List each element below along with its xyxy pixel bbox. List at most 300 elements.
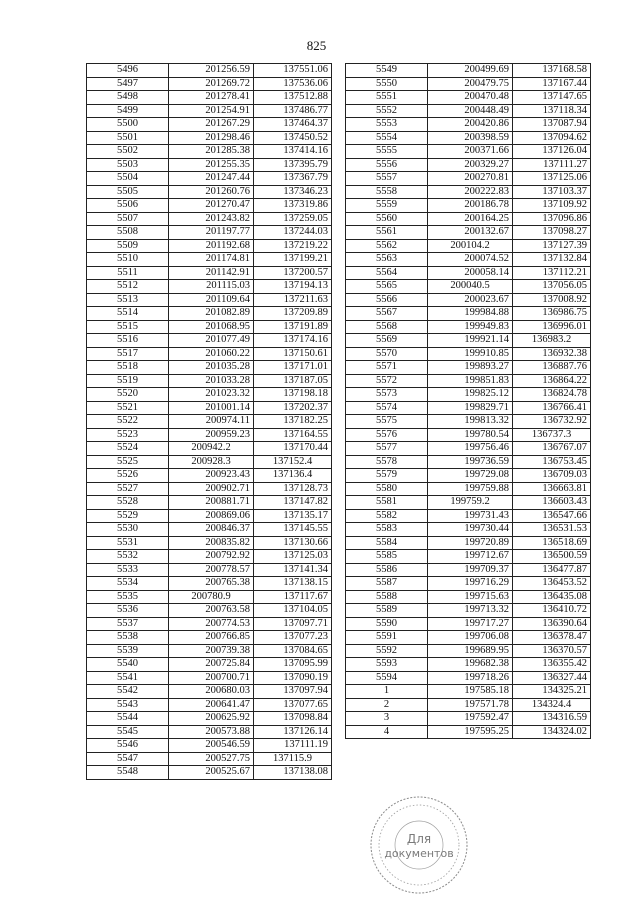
- x-coordinate-cell: 200923.43: [169, 469, 254, 483]
- point-number-cell: 5542: [87, 685, 169, 699]
- point-number-cell: 5519: [87, 374, 169, 388]
- point-number-cell: 5584: [346, 536, 428, 550]
- point-number-cell: 5586: [346, 563, 428, 577]
- point-number-cell: 5557: [346, 172, 428, 186]
- x-coordinate-cell: 200739.38: [169, 644, 254, 658]
- point-number-cell: 5565: [346, 280, 428, 294]
- table-row: [87, 496, 332, 510]
- table-row: [87, 199, 332, 213]
- point-number-cell: 5544: [87, 712, 169, 726]
- table-row: [346, 226, 591, 240]
- y-coordinate-cell: 136996.01: [513, 320, 591, 334]
- y-coordinate-cell: 137112.21: [513, 266, 591, 280]
- y-coordinate-cell: 137174.16: [254, 334, 332, 348]
- table-row: [346, 118, 591, 132]
- y-coordinate-cell: 137056.05: [513, 280, 591, 294]
- y-coordinate-cell: 137084.65: [254, 644, 332, 658]
- x-coordinate-cell: 201260.76: [169, 185, 254, 199]
- point-number-cell: 5589: [346, 604, 428, 618]
- x-coordinate-cell: 201255.35: [169, 158, 254, 172]
- y-coordinate-cell: 136737.3: [513, 428, 591, 442]
- x-coordinate-cell: 199730.44: [428, 523, 513, 537]
- point-number-cell: 5561: [346, 226, 428, 240]
- x-coordinate-cell: 199713.32: [428, 604, 513, 618]
- point-number-cell: 2: [346, 698, 428, 712]
- y-coordinate-cell: 136732.92: [513, 415, 591, 429]
- x-coordinate-cell: 199921.14: [428, 334, 513, 348]
- y-coordinate-cell: 136864.22: [513, 374, 591, 388]
- y-coordinate-cell: 137109.92: [513, 199, 591, 213]
- point-number-cell: 5570: [346, 347, 428, 361]
- point-number-cell: 5501: [87, 131, 169, 145]
- x-coordinate-cell: 199813.32: [428, 415, 513, 429]
- x-coordinate-cell: 200479.75: [428, 77, 513, 91]
- x-coordinate-cell: 197595.25: [428, 725, 513, 739]
- y-coordinate-cell: 137167.44: [513, 77, 591, 91]
- x-coordinate-cell: 200881.71: [169, 496, 254, 510]
- x-coordinate-cell: 200766.85: [169, 631, 254, 645]
- x-coordinate-cell: 201285.38: [169, 145, 254, 159]
- table-row: [346, 347, 591, 361]
- y-coordinate-cell: 137138.15: [254, 577, 332, 591]
- y-coordinate-cell: 137077.23: [254, 631, 332, 645]
- y-coordinate-cell: 137125.06: [513, 172, 591, 186]
- point-number-cell: 5499: [87, 104, 169, 118]
- y-coordinate-cell: 137395.79: [254, 158, 332, 172]
- table-row: [346, 631, 591, 645]
- table-row: [346, 91, 591, 105]
- y-coordinate-cell: 137346.23: [254, 185, 332, 199]
- table-row: [87, 644, 332, 658]
- point-number-cell: 5552: [346, 104, 428, 118]
- x-coordinate-cell: 199825.12: [428, 388, 513, 402]
- point-number-cell: 5558: [346, 185, 428, 199]
- point-number-cell: 5572: [346, 374, 428, 388]
- table-row: [87, 725, 332, 739]
- y-coordinate-cell: 137104.05: [254, 604, 332, 618]
- point-number-cell: 5498: [87, 91, 169, 105]
- x-coordinate-cell: 200546.59: [169, 739, 254, 753]
- table-row: [346, 428, 591, 442]
- y-coordinate-cell: 137551.06: [254, 64, 332, 78]
- y-coordinate-cell: 137087.94: [513, 118, 591, 132]
- table-row: [346, 698, 591, 712]
- table-row: [346, 388, 591, 402]
- y-coordinate-cell: 137150.61: [254, 347, 332, 361]
- y-coordinate-cell: 137098.27: [513, 226, 591, 240]
- point-number-cell: 5581: [346, 496, 428, 510]
- y-coordinate-cell: 137132.84: [513, 253, 591, 267]
- y-coordinate-cell: 136355.42: [513, 658, 591, 672]
- table-row: [87, 266, 332, 280]
- x-coordinate-cell: 201035.28: [169, 361, 254, 375]
- y-coordinate-cell: 136453.52: [513, 577, 591, 591]
- y-coordinate-cell: 137152.4: [254, 455, 332, 469]
- table-row: [346, 131, 591, 145]
- x-coordinate-cell: 200448.49: [428, 104, 513, 118]
- y-coordinate-cell: 137094.62: [513, 131, 591, 145]
- table-row: [87, 185, 332, 199]
- point-number-cell: 5566: [346, 293, 428, 307]
- table-row: [87, 482, 332, 496]
- x-coordinate-cell: 199720.89: [428, 536, 513, 550]
- x-coordinate-cell: 200525.67: [169, 766, 254, 780]
- table-row: [87, 509, 332, 523]
- table-row: [87, 536, 332, 550]
- y-coordinate-cell: 137095.99: [254, 658, 332, 672]
- point-number-cell: 5578: [346, 455, 428, 469]
- point-number-cell: 5554: [346, 131, 428, 145]
- point-number-cell: 5574: [346, 401, 428, 415]
- table-row: [346, 401, 591, 415]
- table-row: [87, 307, 332, 321]
- table-row: [87, 334, 332, 348]
- x-coordinate-cell: 199756.46: [428, 442, 513, 456]
- point-number-cell: 5577: [346, 442, 428, 456]
- point-number-cell: 5500: [87, 118, 169, 132]
- table-row: [87, 455, 332, 469]
- x-coordinate-cell: 201269.72: [169, 77, 254, 91]
- y-coordinate-cell: 137127.39: [513, 239, 591, 253]
- y-coordinate-cell: 137145.55: [254, 523, 332, 537]
- table-row: [346, 104, 591, 118]
- point-number-cell: 5515: [87, 320, 169, 334]
- point-number-cell: 5575: [346, 415, 428, 429]
- y-coordinate-cell: 137118.34: [513, 104, 591, 118]
- y-coordinate-cell: 137103.37: [513, 185, 591, 199]
- x-coordinate-cell: 200040.5: [428, 280, 513, 294]
- y-coordinate-cell: 137125.03: [254, 550, 332, 564]
- point-number-cell: 5509: [87, 239, 169, 253]
- point-number-cell: 5585: [346, 550, 428, 564]
- point-number-cell: 5514: [87, 307, 169, 321]
- table-row: [346, 590, 591, 604]
- table-row: [346, 725, 591, 739]
- point-number-cell: 5496: [87, 64, 169, 78]
- x-coordinate-cell: 199729.08: [428, 469, 513, 483]
- x-coordinate-cell: 201001.14: [169, 401, 254, 415]
- table-row: [346, 685, 591, 699]
- x-coordinate-cell: 199780.54: [428, 428, 513, 442]
- y-coordinate-cell: 136709.03: [513, 469, 591, 483]
- y-coordinate-cell: 136932.38: [513, 347, 591, 361]
- table-row: [87, 320, 332, 334]
- table-row: [87, 239, 332, 253]
- x-coordinate-cell: 201256.59: [169, 64, 254, 78]
- table-row: [87, 401, 332, 415]
- point-number-cell: 5524: [87, 442, 169, 456]
- point-number-cell: 5571: [346, 361, 428, 375]
- point-number-cell: 5532: [87, 550, 169, 564]
- x-coordinate-cell: 200765.38: [169, 577, 254, 591]
- x-coordinate-cell: 199910.85: [428, 347, 513, 361]
- x-coordinate-cell: 200023.67: [428, 293, 513, 307]
- table-row: [87, 698, 332, 712]
- y-coordinate-cell: 134324.02: [513, 725, 591, 739]
- x-coordinate-cell: 200420.86: [428, 118, 513, 132]
- table-row: [346, 293, 591, 307]
- point-number-cell: 5521: [87, 401, 169, 415]
- x-coordinate-cell: 199706.08: [428, 631, 513, 645]
- y-coordinate-cell: 137147.82: [254, 496, 332, 510]
- point-number-cell: 5545: [87, 725, 169, 739]
- table-row: [346, 266, 591, 280]
- table-row: [87, 212, 332, 226]
- x-coordinate-cell: 199736.59: [428, 455, 513, 469]
- y-coordinate-cell: 137464.37: [254, 118, 332, 132]
- table-row: [346, 712, 591, 726]
- x-coordinate-cell: 199949.83: [428, 320, 513, 334]
- y-coordinate-cell: 136547.66: [513, 509, 591, 523]
- table-row: [87, 361, 332, 375]
- point-number-cell: 5547: [87, 752, 169, 766]
- y-coordinate-cell: 137182.25: [254, 415, 332, 429]
- table-row: [87, 739, 332, 753]
- y-coordinate-cell: 136603.43: [513, 496, 591, 510]
- point-number-cell: 5580: [346, 482, 428, 496]
- point-number-cell: 5522: [87, 415, 169, 429]
- x-coordinate-cell: 199893.27: [428, 361, 513, 375]
- table-row: [346, 374, 591, 388]
- x-coordinate-cell: 199716.29: [428, 577, 513, 591]
- y-coordinate-cell: 137136.4: [254, 469, 332, 483]
- x-coordinate-cell: 199851.83: [428, 374, 513, 388]
- y-coordinate-cell: 136766.41: [513, 401, 591, 415]
- table-row: [87, 577, 332, 591]
- point-number-cell: 5567: [346, 307, 428, 321]
- point-number-cell: 5506: [87, 199, 169, 213]
- x-coordinate-cell: 199682.38: [428, 658, 513, 672]
- table-row: [87, 64, 332, 78]
- table-row: [87, 172, 332, 186]
- point-number-cell: 5508: [87, 226, 169, 240]
- point-number-cell: 5594: [346, 671, 428, 685]
- y-coordinate-cell: 137367.79: [254, 172, 332, 186]
- x-coordinate-cell: 200959.23: [169, 428, 254, 442]
- x-coordinate-cell: 201254.91: [169, 104, 254, 118]
- x-coordinate-cell: 200778.57: [169, 563, 254, 577]
- x-coordinate-cell: 200222.83: [428, 185, 513, 199]
- point-number-cell: 5529: [87, 509, 169, 523]
- table-row: [87, 145, 332, 159]
- point-number-cell: 5511: [87, 266, 169, 280]
- point-number-cell: 5539: [87, 644, 169, 658]
- table-row: [346, 334, 591, 348]
- table-row: [346, 64, 591, 78]
- x-coordinate-cell: 201197.77: [169, 226, 254, 240]
- point-number-cell: 5538: [87, 631, 169, 645]
- y-coordinate-cell: 137111.27: [513, 158, 591, 172]
- y-coordinate-cell: 137202.37: [254, 401, 332, 415]
- x-coordinate-cell: 199759.2: [428, 496, 513, 510]
- table-row: [346, 361, 591, 375]
- x-coordinate-cell: 200625.92: [169, 712, 254, 726]
- table-row: [87, 104, 332, 118]
- table-row: [87, 469, 332, 483]
- point-number-cell: 5517: [87, 347, 169, 361]
- table-row: [87, 347, 332, 361]
- y-coordinate-cell: 137130.66: [254, 536, 332, 550]
- stamp-text-line1: Для: [406, 832, 432, 846]
- point-number-cell: 5507: [87, 212, 169, 226]
- y-coordinate-cell: 137450.52: [254, 131, 332, 145]
- table-row: [346, 509, 591, 523]
- table-row: [87, 293, 332, 307]
- point-number-cell: 5533: [87, 563, 169, 577]
- point-number-cell: 5592: [346, 644, 428, 658]
- point-number-cell: 4: [346, 725, 428, 739]
- point-number-cell: 5560: [346, 212, 428, 226]
- y-coordinate-cell: 137126.14: [254, 725, 332, 739]
- y-coordinate-cell: 137111.19: [254, 739, 332, 753]
- x-coordinate-cell: 200928.3: [169, 455, 254, 469]
- table-row: [346, 280, 591, 294]
- x-coordinate-cell: 199759.88: [428, 482, 513, 496]
- x-coordinate-cell: 200942.2: [169, 442, 254, 456]
- y-coordinate-cell: 136531.53: [513, 523, 591, 537]
- point-number-cell: 5587: [346, 577, 428, 591]
- point-number-cell: 5548: [87, 766, 169, 780]
- x-coordinate-cell: 201174.81: [169, 253, 254, 267]
- y-coordinate-cell: 136983.2: [513, 334, 591, 348]
- y-coordinate-cell: 137512.88: [254, 91, 332, 105]
- table-row: [346, 77, 591, 91]
- y-coordinate-cell: 137135.17: [254, 509, 332, 523]
- x-coordinate-cell: 201060.22: [169, 347, 254, 361]
- table-row: [87, 415, 332, 429]
- y-coordinate-cell: 136327.44: [513, 671, 591, 685]
- table-row: [346, 158, 591, 172]
- y-coordinate-cell: 134325.21: [513, 685, 591, 699]
- table-row: [87, 631, 332, 645]
- y-coordinate-cell: 137319.86: [254, 199, 332, 213]
- point-number-cell: 5534: [87, 577, 169, 591]
- x-coordinate-cell: 200132.67: [428, 226, 513, 240]
- table-row: [87, 388, 332, 402]
- y-coordinate-cell: 137126.04: [513, 145, 591, 159]
- y-coordinate-cell: 136378.47: [513, 631, 591, 645]
- point-number-cell: 5504: [87, 172, 169, 186]
- x-coordinate-cell: 197592.47: [428, 712, 513, 726]
- x-coordinate-cell: 200869.06: [169, 509, 254, 523]
- y-coordinate-cell: 137199.21: [254, 253, 332, 267]
- point-number-cell: 5505: [87, 185, 169, 199]
- point-number-cell: 5523: [87, 428, 169, 442]
- table-row: [87, 658, 332, 672]
- point-number-cell: 5555: [346, 145, 428, 159]
- x-coordinate-cell: 200499.69: [428, 64, 513, 78]
- point-number-cell: 5512: [87, 280, 169, 294]
- y-coordinate-cell: 137097.71: [254, 617, 332, 631]
- x-coordinate-cell: 200774.53: [169, 617, 254, 631]
- table-row: [346, 145, 591, 159]
- table-row: [346, 482, 591, 496]
- x-coordinate-cell: 200329.27: [428, 158, 513, 172]
- x-coordinate-cell: 200074.52: [428, 253, 513, 267]
- table-row: [87, 226, 332, 240]
- y-coordinate-cell: 137171.01: [254, 361, 332, 375]
- x-coordinate-cell: 201033.28: [169, 374, 254, 388]
- x-coordinate-cell: 200974.11: [169, 415, 254, 429]
- table-row: [346, 307, 591, 321]
- y-coordinate-cell: 134316.59: [513, 712, 591, 726]
- x-coordinate-cell: 201077.49: [169, 334, 254, 348]
- table-row: [346, 455, 591, 469]
- point-number-cell: 5568: [346, 320, 428, 334]
- point-number-cell: 5531: [87, 536, 169, 550]
- table-row: [346, 185, 591, 199]
- y-coordinate-cell: 137098.84: [254, 712, 332, 726]
- table-row: [346, 658, 591, 672]
- table-row: [87, 118, 332, 132]
- table-row: [346, 415, 591, 429]
- y-coordinate-cell: 137008.92: [513, 293, 591, 307]
- y-coordinate-cell: 137090.19: [254, 671, 332, 685]
- y-coordinate-cell: 137198.18: [254, 388, 332, 402]
- y-coordinate-cell: 137077.65: [254, 698, 332, 712]
- x-coordinate-cell: 201109.64: [169, 293, 254, 307]
- point-number-cell: 5559: [346, 199, 428, 213]
- x-coordinate-cell: 201115.03: [169, 280, 254, 294]
- y-coordinate-cell: 136824.78: [513, 388, 591, 402]
- y-coordinate-cell: 136370.57: [513, 644, 591, 658]
- y-coordinate-cell: 137211.63: [254, 293, 332, 307]
- y-coordinate-cell: 136887.76: [513, 361, 591, 375]
- point-number-cell: 1: [346, 685, 428, 699]
- point-number-cell: 5541: [87, 671, 169, 685]
- y-coordinate-cell: 137141.34: [254, 563, 332, 577]
- y-coordinate-cell: 134324.4: [513, 698, 591, 712]
- table-row: [87, 280, 332, 294]
- point-number-cell: 5550: [346, 77, 428, 91]
- point-number-cell: 5576: [346, 428, 428, 442]
- page-number: 825: [306, 38, 327, 53]
- x-coordinate-cell: 199689.95: [428, 644, 513, 658]
- table-row: [346, 496, 591, 510]
- table-row: [87, 685, 332, 699]
- point-number-cell: 5513: [87, 293, 169, 307]
- x-coordinate-cell: 199984.88: [428, 307, 513, 321]
- table-row: [346, 536, 591, 550]
- x-coordinate-cell: 201270.47: [169, 199, 254, 213]
- y-coordinate-cell: 137536.06: [254, 77, 332, 91]
- y-coordinate-cell: 137097.94: [254, 685, 332, 699]
- point-number-cell: 5536: [87, 604, 169, 618]
- point-number-cell: 5579: [346, 469, 428, 483]
- x-coordinate-cell: 199712.67: [428, 550, 513, 564]
- x-coordinate-cell: 200058.14: [428, 266, 513, 280]
- x-coordinate-cell: 199715.63: [428, 590, 513, 604]
- point-number-cell: 5564: [346, 266, 428, 280]
- x-coordinate-cell: 200186.78: [428, 199, 513, 213]
- table-row: [87, 766, 332, 780]
- x-coordinate-cell: 199709.37: [428, 563, 513, 577]
- table-row: [346, 604, 591, 618]
- table-row: [87, 563, 332, 577]
- x-coordinate-cell: 200270.81: [428, 172, 513, 186]
- point-number-cell: 5540: [87, 658, 169, 672]
- table-row: [87, 752, 332, 766]
- x-coordinate-cell: 200164.25: [428, 212, 513, 226]
- point-number-cell: 5510: [87, 253, 169, 267]
- coordinates-table-right: [345, 63, 591, 739]
- x-coordinate-cell: 200700.71: [169, 671, 254, 685]
- y-coordinate-cell: 137219.22: [254, 239, 332, 253]
- coordinates-table-left: [86, 63, 332, 780]
- x-coordinate-cell: 200725.84: [169, 658, 254, 672]
- point-number-cell: 5556: [346, 158, 428, 172]
- x-coordinate-cell: 200846.37: [169, 523, 254, 537]
